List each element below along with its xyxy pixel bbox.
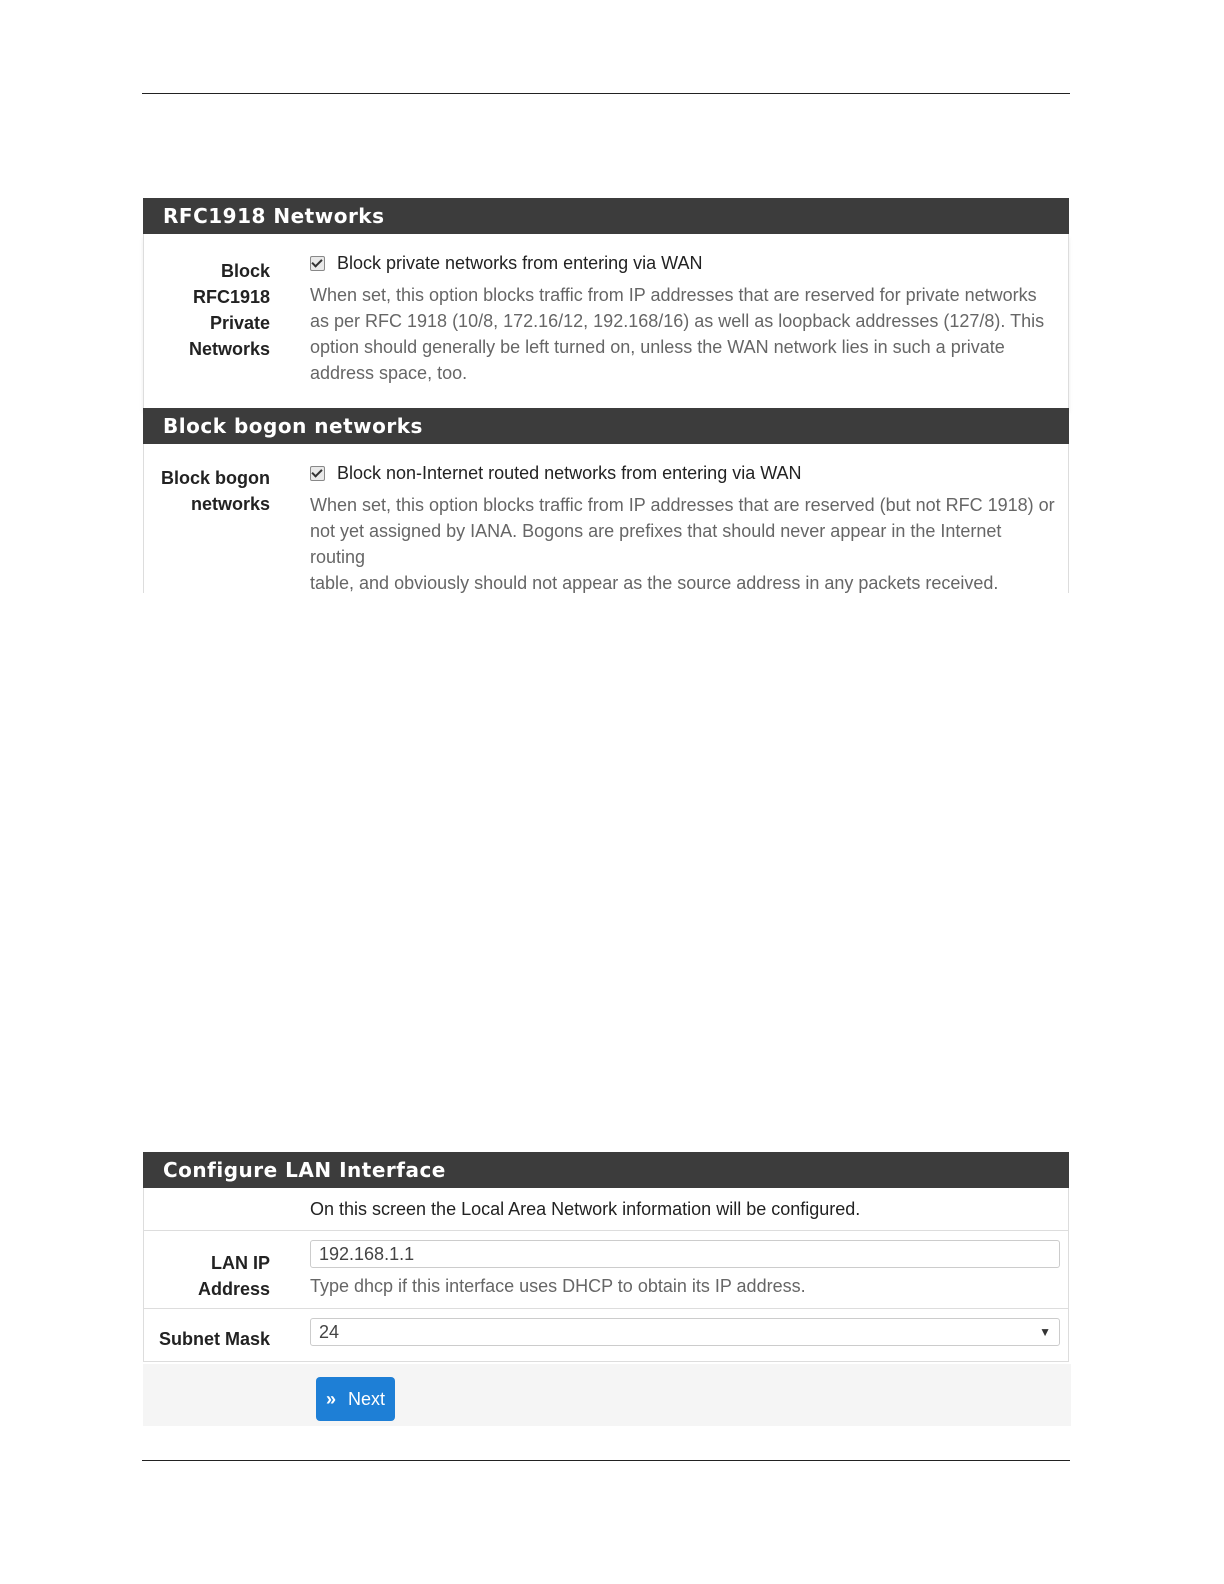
help-line: as per RFC 1918 (10/8, 172.16/12, 192.168/16) as well as loopback addresses (127/8). This	[310, 311, 1045, 331]
bogon-label	[144, 465, 270, 596]
label-line: LAN IP	[210, 1253, 270, 1273]
block-bogon-checkbox-label: Block non-Internet routed networks from entering via WAN	[337, 462, 802, 483]
block-private-checkbox-row[interactable]	[310, 250, 1056, 276]
bogon-row	[144, 460, 1068, 596]
help-line: not yet assigned by IANA. Bogons are prefixes that should never appear in the Internet routing	[310, 521, 1002, 567]
lan-ip-help: Type dhcp if this interface uses DHCP to obtain its IP address.	[310, 1276, 806, 1296]
label-line: Block bogon	[161, 468, 270, 488]
rfc1918-panel-title: RFC1918 Networks	[143, 198, 1069, 234]
lan-ip-label	[144, 1250, 270, 1308]
block-private-checkbox[interactable]	[310, 256, 325, 271]
chevron-down-icon: ▼	[1039, 1325, 1051, 1339]
page-top-rule	[142, 93, 1070, 94]
subnet-mask-label: Subnet Mask	[158, 1329, 270, 1349]
next-button-label: Next	[348, 1388, 386, 1409]
double-chevron-right-icon: »	[325, 1388, 336, 1409]
label-line: Private	[209, 313, 270, 333]
bogon-panel	[143, 408, 1069, 593]
lan-intro-text: On this screen the Local Area Network information will be configured.	[310, 1198, 861, 1219]
bogon-panel-title: Block bogon networks	[143, 408, 1069, 444]
help-line: option should generally be left turned on, unless the WAN network lies in such a private	[310, 337, 1005, 357]
bogon-help-text	[310, 492, 1056, 596]
rfc1918-help-text	[310, 282, 1056, 386]
label-line: Address	[197, 1279, 270, 1299]
form-footer	[143, 1364, 1071, 1426]
subnet-mask-value: 24	[319, 1322, 340, 1342]
label-line: RFC1918	[192, 287, 270, 307]
subnet-mask-select[interactable]	[310, 1318, 1060, 1346]
help-line: When set, this option blocks traffic from IP addresses that are reserved for private networks	[310, 285, 1037, 305]
lan-intro-row	[144, 1188, 1068, 1231]
rfc1918-panel	[143, 198, 1069, 409]
block-bogon-checkbox[interactable]	[310, 466, 325, 481]
rfc1918-label	[144, 258, 270, 386]
label-line: Block	[220, 261, 270, 281]
page-bottom-rule	[142, 1460, 1070, 1461]
block-bogon-checkbox-row[interactable]	[310, 460, 1056, 486]
lan-ip-row	[144, 1231, 1068, 1309]
rfc1918-row	[144, 250, 1068, 386]
lan-ip-input[interactable]: 192.168.1.1	[310, 1240, 1060, 1268]
label-line: Networks	[188, 339, 270, 359]
help-line: When set, this option blocks traffic from IP addresses that are reserved (but not RFC 1918) or	[310, 495, 1055, 515]
block-private-checkbox-label: Block private networks from entering via WAN	[337, 252, 703, 273]
help-line: address space, too.	[310, 363, 468, 383]
lan-panel-title: Configure LAN Interface	[143, 1152, 1069, 1188]
next-button[interactable]	[316, 1377, 395, 1421]
lan-panel	[143, 1152, 1069, 1362]
help-line: table, and obviously should not appear as the source address in any packets received.	[310, 573, 999, 593]
subnet-mask-row	[144, 1309, 1068, 1362]
label-line: networks	[190, 494, 270, 514]
